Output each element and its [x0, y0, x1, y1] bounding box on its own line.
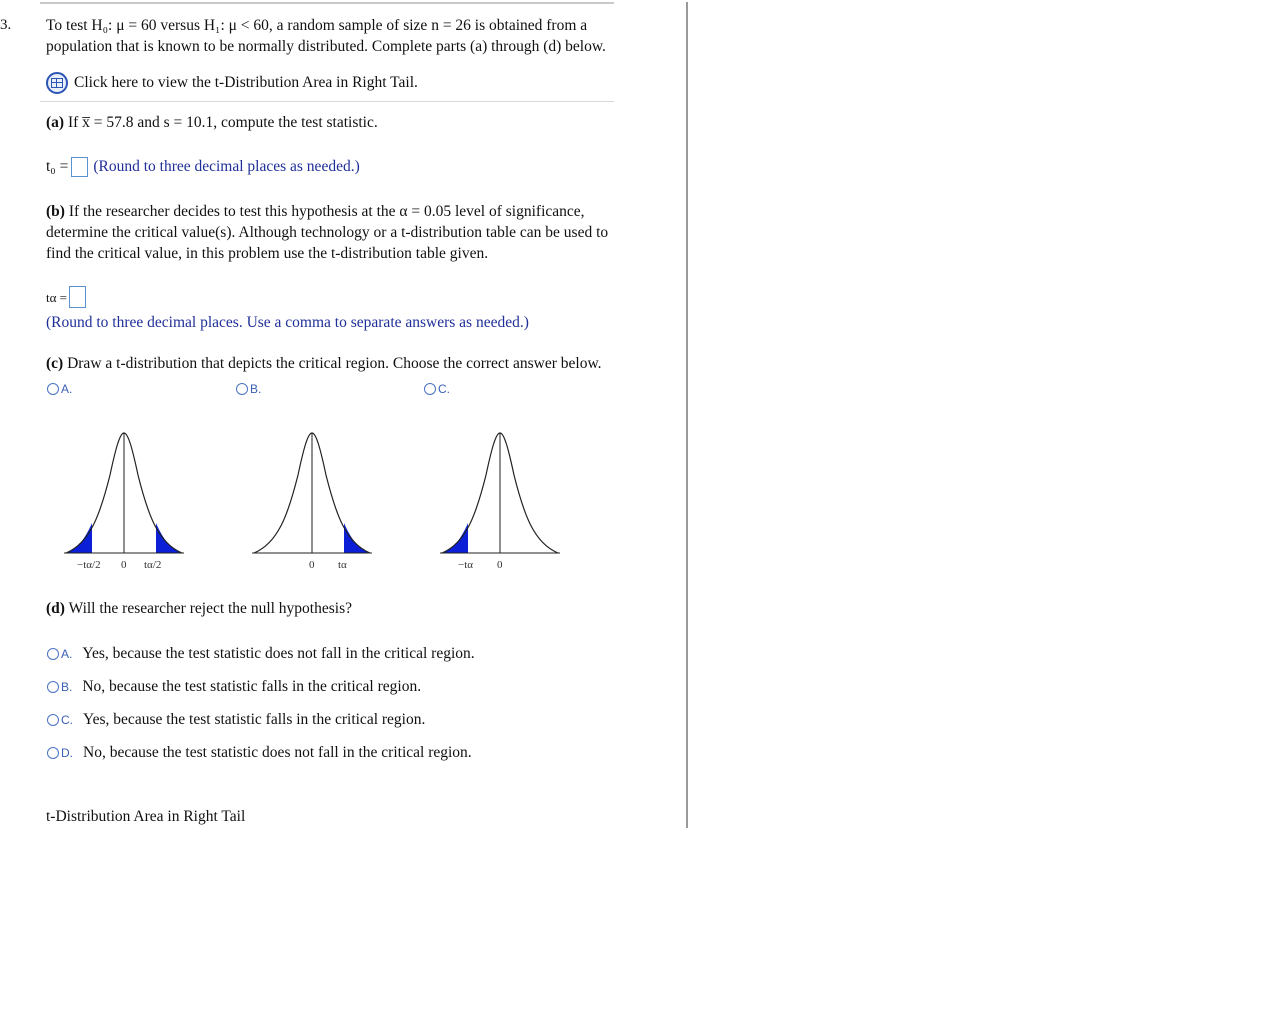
radio-icon[interactable] [47, 383, 59, 395]
part-a-label: (a) [46, 114, 65, 131]
part-d-label: (d) [46, 600, 65, 617]
view-table-link[interactable] [46, 72, 418, 94]
part-b-line1: If the researcher decides to test this hypothesis at the α = 0.05 level of significance, [68, 203, 585, 220]
part-d-prompt [46, 598, 352, 619]
option-text: No, because the test statistic falls in the critical region. [82, 678, 422, 695]
top-divider [40, 2, 614, 4]
option-letter: A. [61, 647, 73, 661]
part-d-option-d[interactable] [47, 744, 472, 762]
part-c-prompt [46, 353, 602, 374]
question-intro-line1: To test H₀: μ = 60 versus H₁: μ < 60, a random sample of size n = 26 is obtained from a [46, 17, 588, 34]
section-divider [40, 101, 614, 102]
part-a-answer-prefix: t₀ = [46, 158, 69, 175]
option-letter: B. [61, 680, 73, 694]
option-letter: B. [250, 382, 262, 396]
test-statistic-input[interactable] [71, 157, 88, 177]
part-b-answer-prefix: tα = [46, 289, 68, 305]
tick-label: 0 [309, 559, 315, 571]
tail-left [442, 523, 468, 553]
option-letter: C. [61, 713, 73, 727]
part-c-label: (c) [46, 355, 64, 372]
pane-splitter[interactable] [686, 2, 688, 828]
t-distribution-graph-c[interactable] [436, 425, 566, 580]
part-d-text: Will the researcher reject the null hypothesis? [68, 600, 352, 617]
tick-label: 0 [121, 559, 127, 571]
radio-icon[interactable] [47, 747, 59, 759]
option-letter: D. [61, 746, 73, 760]
option-text: No, because the test statistic does not fall in the critical region. [83, 744, 472, 761]
part-c-option-a[interactable] [47, 382, 72, 396]
tick-label: −tα/2 [77, 559, 101, 571]
part-a-text: If x̅ = 57.8 and s = 10.1, compute the test statistic. [67, 114, 378, 131]
tail-left [66, 523, 92, 553]
radio-icon[interactable] [424, 383, 436, 395]
radio-icon[interactable] [47, 681, 59, 693]
part-a-hint: (Round to three decimal places as needed.) [93, 158, 360, 175]
part-a-prompt [46, 112, 378, 133]
t-distribution-graph-a[interactable] [60, 425, 190, 580]
question-number: 3. [0, 17, 12, 33]
question-intro-line2: population that is known to be normally distributed. Complete parts (a) through (d) below. [46, 38, 606, 55]
part-d-option-a[interactable] [47, 645, 475, 663]
question-intro [46, 15, 606, 57]
part-c-text: Draw a t-distribution that depicts the critical region. Choose the correct answer below. [67, 355, 602, 372]
option-text: Yes, because the test statistic falls in the critical region. [83, 711, 426, 728]
radio-icon[interactable] [47, 714, 59, 726]
tick-label: tα [338, 559, 347, 571]
tick-label: −tα [458, 559, 474, 571]
tail-right [156, 523, 182, 553]
part-d-option-c[interactable] [47, 711, 425, 729]
radio-icon[interactable] [47, 648, 59, 660]
critical-value-input[interactable] [69, 286, 86, 308]
radio-icon[interactable] [236, 383, 248, 395]
part-c-option-b[interactable] [236, 382, 261, 396]
part-b-line3: find the critical value, in this problem use the t-distribution table given. [46, 245, 489, 262]
t-distribution-graph-b[interactable] [248, 425, 378, 580]
option-letter: A. [61, 382, 73, 396]
option-text: Yes, because the test statistic does not fall in the critical region. [82, 645, 475, 662]
view-table-link-label[interactable]: Click here to view the t-Distribution Area in Right Tail. [74, 74, 418, 91]
part-b-hint: (Round to three decimal places. Use a comma to separate answers as needed.) [46, 314, 529, 331]
part-d-option-b[interactable] [47, 678, 421, 696]
part-b-prompt [46, 201, 608, 264]
part-b-answer-row [46, 286, 86, 308]
part-b-label: (b) [46, 203, 65, 220]
option-letter: C. [438, 382, 450, 396]
tick-label: tα/2 [144, 559, 162, 571]
table-section-title: t-Distribution Area in Right Tail [46, 808, 246, 825]
table-icon [46, 72, 68, 94]
part-c-option-c[interactable] [424, 382, 450, 396]
part-b-line2: determine the critical value(s). Although technology or a t-distribution table can be used to [46, 224, 609, 241]
tick-label: 0 [497, 559, 503, 571]
tail-right [344, 523, 370, 553]
part-a-answer-row [46, 156, 360, 177]
